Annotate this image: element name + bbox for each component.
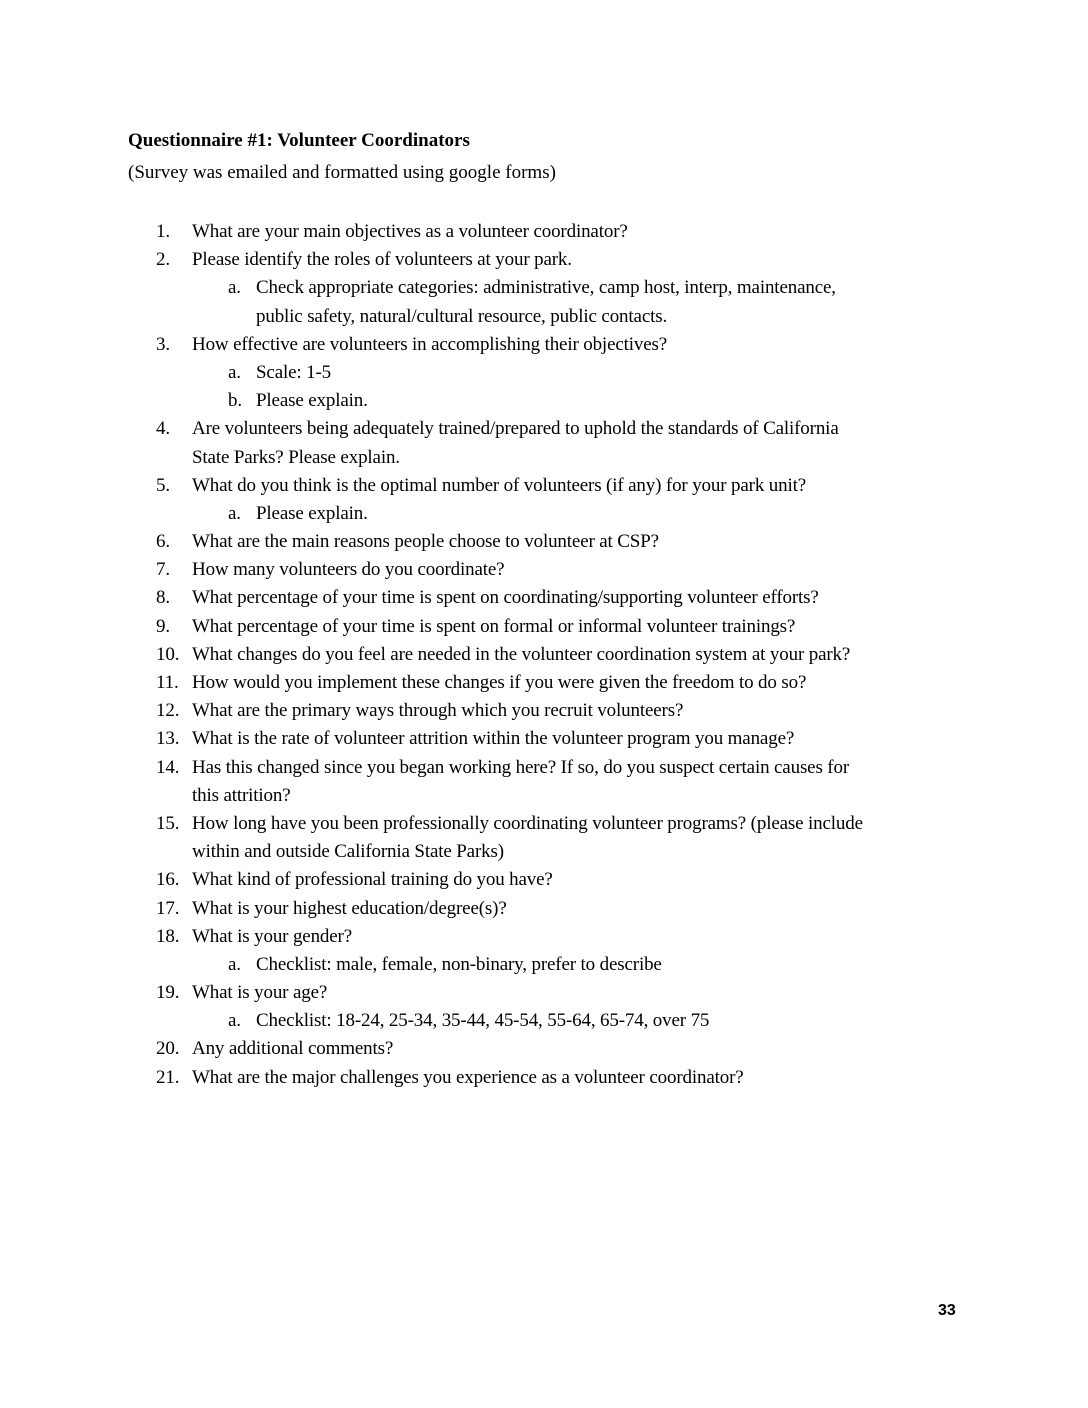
subitem-letter: a. xyxy=(228,1010,241,1032)
subitem-text: Check appropriate categories: administrative, camp host, interp, maintenance, xyxy=(256,277,836,299)
question-text: Has this changed since you began working here? If so, do you suspect certain causes for xyxy=(192,756,850,778)
question-number: 15. xyxy=(156,812,180,834)
question-continuation xyxy=(0,782,1088,810)
question-number: 7. xyxy=(156,559,170,581)
subitem-letter: b. xyxy=(228,390,242,412)
question-number: 3. xyxy=(156,333,170,355)
question-continuation xyxy=(0,838,1088,866)
question-number: 1. xyxy=(156,221,170,242)
subitem-letter: a. xyxy=(228,953,241,975)
question-number: 16. xyxy=(156,869,180,891)
question-item xyxy=(0,415,1088,443)
question-number: 13. xyxy=(156,728,180,750)
question-item xyxy=(0,1035,1088,1063)
question-text: What is the rate of volunteer attrition within the volunteer program you manage? xyxy=(192,728,795,750)
question-text: Please identify the roles of volunteers at your park. xyxy=(192,249,572,271)
question-item xyxy=(0,895,1088,923)
subitem-text: Scale: 1-5 xyxy=(256,361,332,383)
subitem-letter: a. xyxy=(228,361,241,383)
question-number: 14. xyxy=(156,756,180,778)
question-text: What are the main reasons people choose to volunteer at CSP? xyxy=(192,531,659,553)
question-continuation xyxy=(0,444,1088,472)
question-text: What percentage of your time is spent on formal or informal volunteer trainings? xyxy=(192,615,796,637)
question-text-continued: State Parks? Please explain. xyxy=(192,446,400,468)
question-subitem xyxy=(0,387,1088,415)
question-subitem xyxy=(0,274,1088,302)
question-item xyxy=(0,979,1088,1007)
question-number: 9. xyxy=(156,615,170,637)
question-number: 17. xyxy=(156,897,180,919)
question-number: 18. xyxy=(156,925,180,947)
question-number: 11. xyxy=(156,672,179,693)
question-text: What is your highest education/degree(s)? xyxy=(192,897,507,919)
question-number: 12. xyxy=(156,700,180,722)
question-number: 6. xyxy=(156,531,170,553)
question-item xyxy=(0,641,1088,669)
question-text: What are the primary ways through which you recruit volunteers? xyxy=(192,700,684,722)
question-text: How long have you been professionally coordinating volunteer programs? (please include xyxy=(192,812,863,834)
question-text: How would you implement these changes if you were given the freedom to do so? xyxy=(192,672,807,693)
subitem-text-continued: public safety, natural/cultural resource, public contacts. xyxy=(256,305,668,327)
question-number: 10. xyxy=(156,643,180,665)
question-subitem xyxy=(0,359,1088,387)
question-number: 8. xyxy=(156,587,170,609)
question-text: What kind of professional training do you have? xyxy=(192,869,553,891)
question-item xyxy=(0,1064,1088,1092)
question-text: What changes do you feel are needed in the volunteer coordination system at your park? xyxy=(192,643,851,665)
question-text-continued: this attrition? xyxy=(192,784,291,806)
question-number: 21. xyxy=(156,1066,180,1088)
question-number: 19. xyxy=(156,982,180,1004)
question-item xyxy=(0,246,1088,274)
question-text: What do you think is the optimal number of volunteers (if any) for your park unit? xyxy=(192,474,807,496)
question-item xyxy=(0,725,1088,753)
question-subitem xyxy=(0,500,1088,528)
question-text: How many volunteers do you coordinate? xyxy=(192,559,505,581)
subitem-letter: a. xyxy=(228,502,241,524)
question-item xyxy=(0,584,1088,612)
question-text: What percentage of your time is spent on coordinating/supporting volunteer efforts? xyxy=(192,587,819,609)
question-item xyxy=(0,810,1088,838)
question-text-continued: within and outside California State Parks) xyxy=(192,841,504,863)
question-item xyxy=(0,697,1088,725)
question-text: What are the major challenges you experience as a volunteer coordinator? xyxy=(192,1066,744,1088)
question-item xyxy=(0,669,1088,697)
subitem-text: Checklist: male, female, non-binary, prefer to describe xyxy=(256,953,662,975)
question-item xyxy=(0,331,1088,359)
question-item xyxy=(0,556,1088,584)
question-number: 5. xyxy=(156,474,170,496)
subitem-text: Please explain. xyxy=(256,390,368,412)
subitem-text: Please explain. xyxy=(256,502,368,524)
question-item xyxy=(0,613,1088,641)
subitem-text: Checklist: 18-24, 25-34, 35-44, 45-54, 55-64, 65-74, over 75 xyxy=(256,1010,710,1032)
question-text: What are your main objectives as a volunteer coordinator? xyxy=(192,221,628,242)
question-subitem xyxy=(0,951,1088,979)
question-number: 4. xyxy=(156,418,170,440)
question-item xyxy=(0,866,1088,894)
page-number: 33 xyxy=(938,1302,956,1319)
question-number: 20. xyxy=(156,1038,180,1060)
question-item xyxy=(0,528,1088,556)
question-item xyxy=(0,472,1088,500)
page-title: Questionnaire #1: Volunteer Coordinators xyxy=(128,130,470,151)
question-item xyxy=(0,218,1088,246)
question-text: What is your age? xyxy=(192,982,328,1004)
page-subtitle: (Survey was emailed and formatted using google forms) xyxy=(128,162,556,183)
question-text: Are volunteers being adequately trained/prepared to uphold the standards of California xyxy=(192,418,839,440)
question-subitem xyxy=(0,1007,1088,1035)
question-text: What is your gender? xyxy=(192,925,353,947)
subitem-letter: a. xyxy=(228,277,241,299)
question-number: 2. xyxy=(156,249,170,271)
question-item xyxy=(0,754,1088,782)
question-continuation xyxy=(0,303,1088,331)
question-text: How effective are volunteers in accomplishing their objectives? xyxy=(192,333,668,355)
question-list xyxy=(0,218,1088,1092)
question-item xyxy=(0,923,1088,951)
question-text: Any additional comments? xyxy=(192,1038,394,1060)
